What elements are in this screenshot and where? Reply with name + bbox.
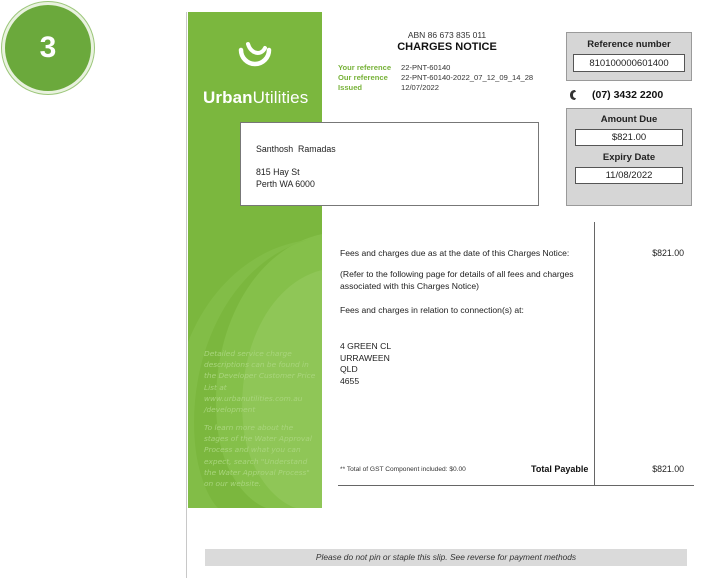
approval-process-note: To learn more about the stages of the Water Approval Process and what you can expect, search "Understand the Water Approval Process" on our website. — [204, 423, 312, 489]
fees-amount: $821.00 — [652, 248, 684, 258]
phone-icon — [568, 89, 578, 101]
fees-column-divider — [594, 222, 595, 485]
recipient-address-box — [240, 122, 539, 206]
amount-due-value: $821.00 — [575, 129, 683, 146]
connection-heading: Fees and charges in relation to connection(s) at: — [340, 305, 524, 315]
issued-label: Issued — [338, 83, 363, 92]
reference-number-label: Reference number — [587, 39, 671, 50]
connection-address-line: 4 GREEN CL — [340, 341, 392, 351]
total-underline — [338, 485, 694, 486]
amount-due-label: Amount Due — [600, 114, 658, 125]
fees-intro: Fees and charges due as at the date of this Charges Notice: — [340, 248, 570, 258]
document-left-edge — [186, 12, 187, 578]
your-reference-value: 22-PNT-60140 — [401, 63, 451, 72]
step-badge — [2, 2, 94, 94]
reference-details — [338, 63, 533, 93]
issued-value: 12/07/2022 — [401, 83, 440, 92]
total-payable-amount: $821.00 — [652, 464, 684, 474]
amount-due-box — [566, 108, 692, 206]
expiry-date-value: 11/08/2022 — [575, 167, 683, 184]
step-number: 3 — [39, 31, 57, 64]
contact-phone — [568, 89, 663, 101]
connection-address-line: 4655 — [340, 375, 360, 386]
brand-sidebar — [188, 12, 322, 508]
our-reference-label: Our reference — [338, 73, 388, 82]
reference-number-value: 810100000601400 — [573, 54, 685, 72]
connection-address — [340, 341, 590, 387]
brand-name-part1: Urban — [203, 88, 253, 107]
brand-name-part2: Utilities — [252, 88, 309, 107]
our-reference-value: 22-PNT-60140-2022_07_12_09_14_28 — [401, 73, 534, 82]
recipient-city: Perth WA 6000 — [256, 178, 315, 189]
price-list-note: Detailed service charge descriptions can be found in the Developer Customer Price List at www.urbanutilities.com.au /development — [204, 349, 316, 415]
phone-number: (07) 3432 2200 — [592, 89, 664, 101]
recipient-name: Santhosh Ramadas — [256, 144, 336, 154]
our-reference-row — [338, 73, 533, 83]
issued-row — [338, 83, 533, 93]
payment-slip-footer: Please do not pin or staple this slip. See reverse for payment methods — [205, 549, 687, 566]
document-title: CHARGES NOTICE — [397, 41, 497, 53]
fees-refer-note: (Refer to the following page for details of all fees and charges associated with this Charges Notice) — [340, 269, 574, 291]
brand-name — [203, 88, 308, 108]
recipient-street: 815 Hay St — [256, 167, 300, 177]
connection-address-line: URRAWEEN — [340, 352, 390, 363]
your-reference-label: Your reference — [338, 63, 392, 72]
your-reference-row — [338, 63, 533, 73]
gst-note: ** Total of GST Component included: $0.00 — [340, 466, 466, 473]
total-payable-label: Total Payable — [531, 464, 589, 474]
reference-number-box — [566, 32, 692, 81]
connection-address-line: QLD — [340, 364, 358, 374]
expiry-date-label: Expiry Date — [602, 152, 656, 163]
urban-utilities-logo-icon — [237, 38, 273, 78]
abn-number: ABN 86 673 835 011 — [407, 30, 487, 40]
